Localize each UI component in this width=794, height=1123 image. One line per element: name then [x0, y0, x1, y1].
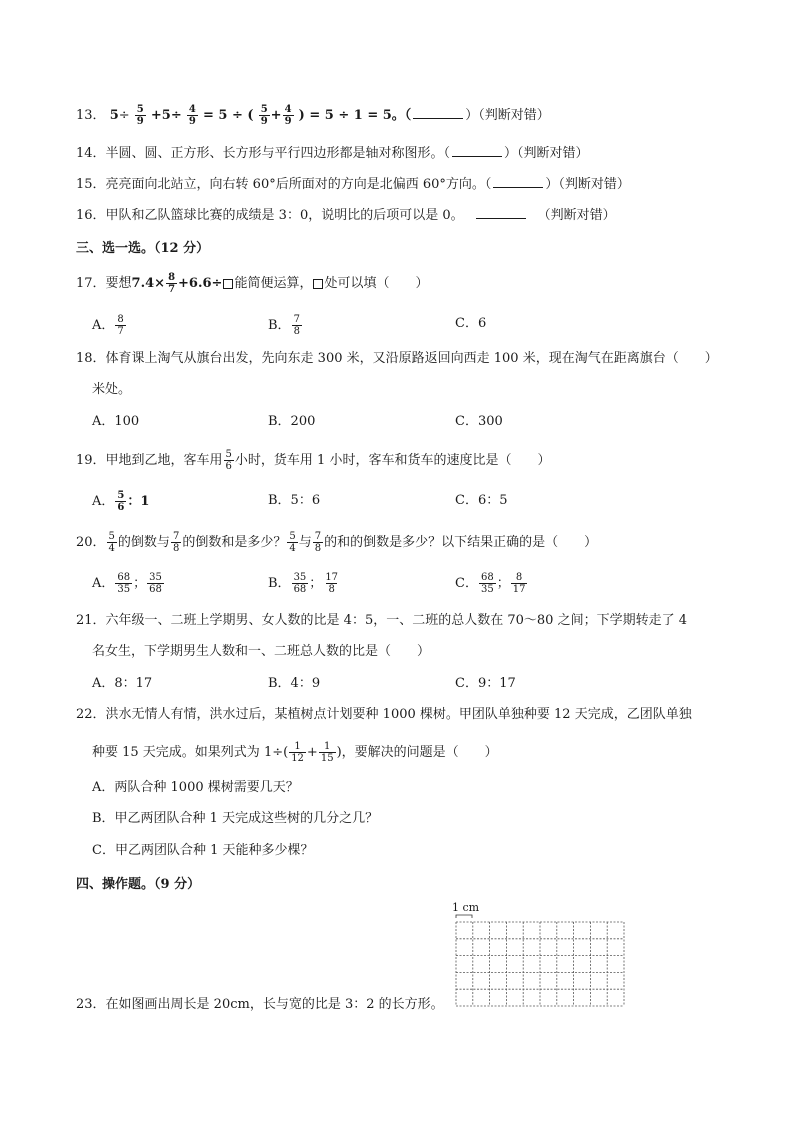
answer-blank[interactable] [452, 144, 502, 157]
q13-fraction: $\frac{5}{9}$ [136, 104, 144, 127]
question-15 [76, 175, 630, 194]
blank-box-icon [313, 279, 323, 289]
q20-a-fraction: $\frac{68}{35}$ [117, 572, 131, 595]
q13-tail: ）（判断对错） [465, 108, 550, 123]
grid-figure[interactable] [455, 914, 625, 1008]
q13-part: ) = 5 ÷ 1 = 5。（ [298, 108, 412, 123]
q13-fraction: $\frac{4}{9}$ [284, 104, 292, 127]
question-21: 21．六年级一、二班上学期男、女人数的比是 4：5，一、二班的总人数在 70～80 之间；下学期转走了 4 [76, 613, 687, 628]
grid-scale-label: 1 cm [452, 901, 480, 914]
q17-text: 17．要想 [76, 276, 132, 291]
q13-part: + [270, 108, 282, 123]
question-19: 19．甲地到乙地，客车用 $\frac{5}{6}$ 小时，货车用 1 小时，客车和货车的速度比是（ ） [76, 449, 551, 472]
blank-box-icon [223, 279, 233, 289]
q20-c-fraction: $\frac{8}{17}$ [512, 572, 526, 595]
question-20: 20． $\frac{5}{4}$ 的倒数与 $\frac{7}{8}$ 的倒数和是多少？ $\frac{5}{4}$ 与 $\frac{7}{8}$ 的和的倒数是多少？以下结果正确的是（ ） [76, 531, 598, 554]
q22-option-b[interactable]: B．甲乙两团队合种 1 天完成这些树的几分之几？ [92, 811, 379, 826]
q15-tail: ）（判断对错） [545, 177, 630, 192]
q13-number: 13． [76, 108, 106, 123]
q20-option-c[interactable]: C． $\frac{68}{35}$ ； $\frac{8}{17}$ [455, 572, 526, 595]
question-21-line2: 名女生，下学期男生人数和一、二班总人数的比是（ ） [92, 644, 431, 659]
q13-part: = 5 ÷ ( [202, 108, 254, 123]
q22-option-a[interactable]: A．两队合种 1000 棵树需要几天？ [92, 780, 299, 795]
q20-fraction: $\frac{7}{8}$ [314, 531, 322, 554]
question-14 [76, 144, 589, 163]
q14-tail: ）（判断对错） [504, 146, 589, 161]
question-18: 18．体育课上淘气从旗台出发，先向东走 300 米，又沿原路返回向西走 100 米，现在淘气在距离旗台（ ） [76, 351, 718, 366]
q22-option-c[interactable]: C．甲乙两团队合种 1 天能种多少棵？ [92, 843, 314, 858]
q18-option-a[interactable]: A．100 [92, 414, 140, 429]
q17-option-a[interactable]: A． $\frac{8}{7}$ [92, 314, 124, 337]
question-18-line2: 米处。 [92, 382, 132, 397]
q17-expr: 7.4× [131, 276, 166, 291]
q17-expr: +6.6÷ [178, 276, 223, 291]
q14-text: 14．半圆、圆、正方形、长方形与平行四边形都是轴对称图形。（ [76, 146, 451, 161]
question-22-line2: 种要 15 天完成。如果列式为 1÷( $\frac{1}{12}$ + $\frac{1}{15}$ )，要解决的问题是（ ） [92, 741, 498, 764]
q17-option-a-fraction: $\frac{8}{7}$ [117, 314, 124, 337]
q13-part: 5 [109, 108, 119, 123]
q21-option-a[interactable]: A．8：17 [92, 676, 153, 691]
q20-fraction: $\frac{5}{4}$ [289, 531, 296, 554]
q22-fraction: $\frac{1}{15}$ [320, 741, 334, 764]
q17-option-b-fraction: $\frac{7}{8}$ [293, 314, 300, 337]
q16-tail: （判断对错） [537, 208, 616, 223]
q19-option-a-fraction: $\frac{5}{6}$ [117, 490, 125, 513]
q13-fraction: $\frac{5}{9}$ [260, 104, 268, 127]
question-16 [76, 206, 616, 225]
q20-a-fraction: $\frac{35}{68}$ [149, 572, 162, 595]
q22-fraction: $\frac{1}{12}$ [291, 741, 304, 764]
question-13 [76, 104, 550, 127]
question-22: 22．洪水无情人有情，洪水过后，某植树点计划要种 1000 棵树。甲团队单独种要 12 天完成，乙团队单独 [76, 707, 692, 722]
q20-b-fraction: $\frac{35}{68}$ [293, 572, 307, 595]
q20-c-fraction: $\frac{68}{35}$ [480, 572, 494, 595]
q20-fraction: $\frac{5}{4}$ [108, 531, 115, 554]
q20-option-a[interactable]: A． $\frac{68}{35}$ ； $\frac{35}{68}$ [92, 572, 162, 595]
answer-blank[interactable] [413, 106, 463, 119]
q15-text: 15．亮亮面向北站立，向右转 60°后所面对的方向是北偏西 60°方向。（ [76, 177, 492, 192]
q18-option-b[interactable]: B．200 [268, 414, 316, 429]
q17-option-c[interactable]: C．6 [455, 316, 487, 331]
q20-option-b[interactable]: B． $\frac{35}{68}$ ； $\frac{17}{8}$ [268, 572, 339, 595]
q13-part: ÷ [118, 108, 130, 123]
q17-text: 能简便运算， [234, 276, 313, 291]
section-4-heading: 四、操作题。（9 分） [76, 877, 201, 892]
answer-blank[interactable] [493, 175, 543, 188]
q20-fraction: $\frac{7}{8}$ [172, 531, 180, 554]
q18-option-c[interactable]: C．300 [455, 414, 503, 429]
answer-blank[interactable] [476, 206, 526, 219]
q17-fraction: $\frac{8}{7}$ [168, 272, 176, 295]
q20-b-fraction: $\frac{17}{8}$ [325, 572, 339, 595]
q19-option-a[interactable]: A． $\frac{5}{6}$ ：1 [92, 490, 150, 513]
section-3-heading: 三、选一选。（12 分） [76, 241, 210, 256]
q19-option-b[interactable]: B．5：6 [268, 493, 321, 508]
q19-fraction: $\frac{5}{6}$ [225, 449, 232, 472]
q17-text: 处可以填（ ） [324, 276, 429, 291]
q21-option-b[interactable]: B．4：9 [268, 676, 321, 691]
question-23: 23．在如图画出周长是 20cm，长与宽的比是 3：2 的长方形。 [76, 997, 444, 1012]
q21-option-c[interactable]: C．9：17 [455, 676, 516, 691]
q13-fraction: $\frac{4}{9}$ [188, 104, 196, 127]
q16-text: 16．甲队和乙队篮球比赛的成绩是 3：0，说明比的后项可以是 0。 [76, 208, 464, 223]
question-17 [76, 272, 428, 295]
q13-part: +5÷ [150, 108, 182, 123]
q17-option-b[interactable]: B． $\frac{7}{8}$ [268, 314, 300, 337]
q19-option-c[interactable]: C．6：5 [455, 493, 508, 508]
scale-bracket-icon [456, 915, 472, 918]
